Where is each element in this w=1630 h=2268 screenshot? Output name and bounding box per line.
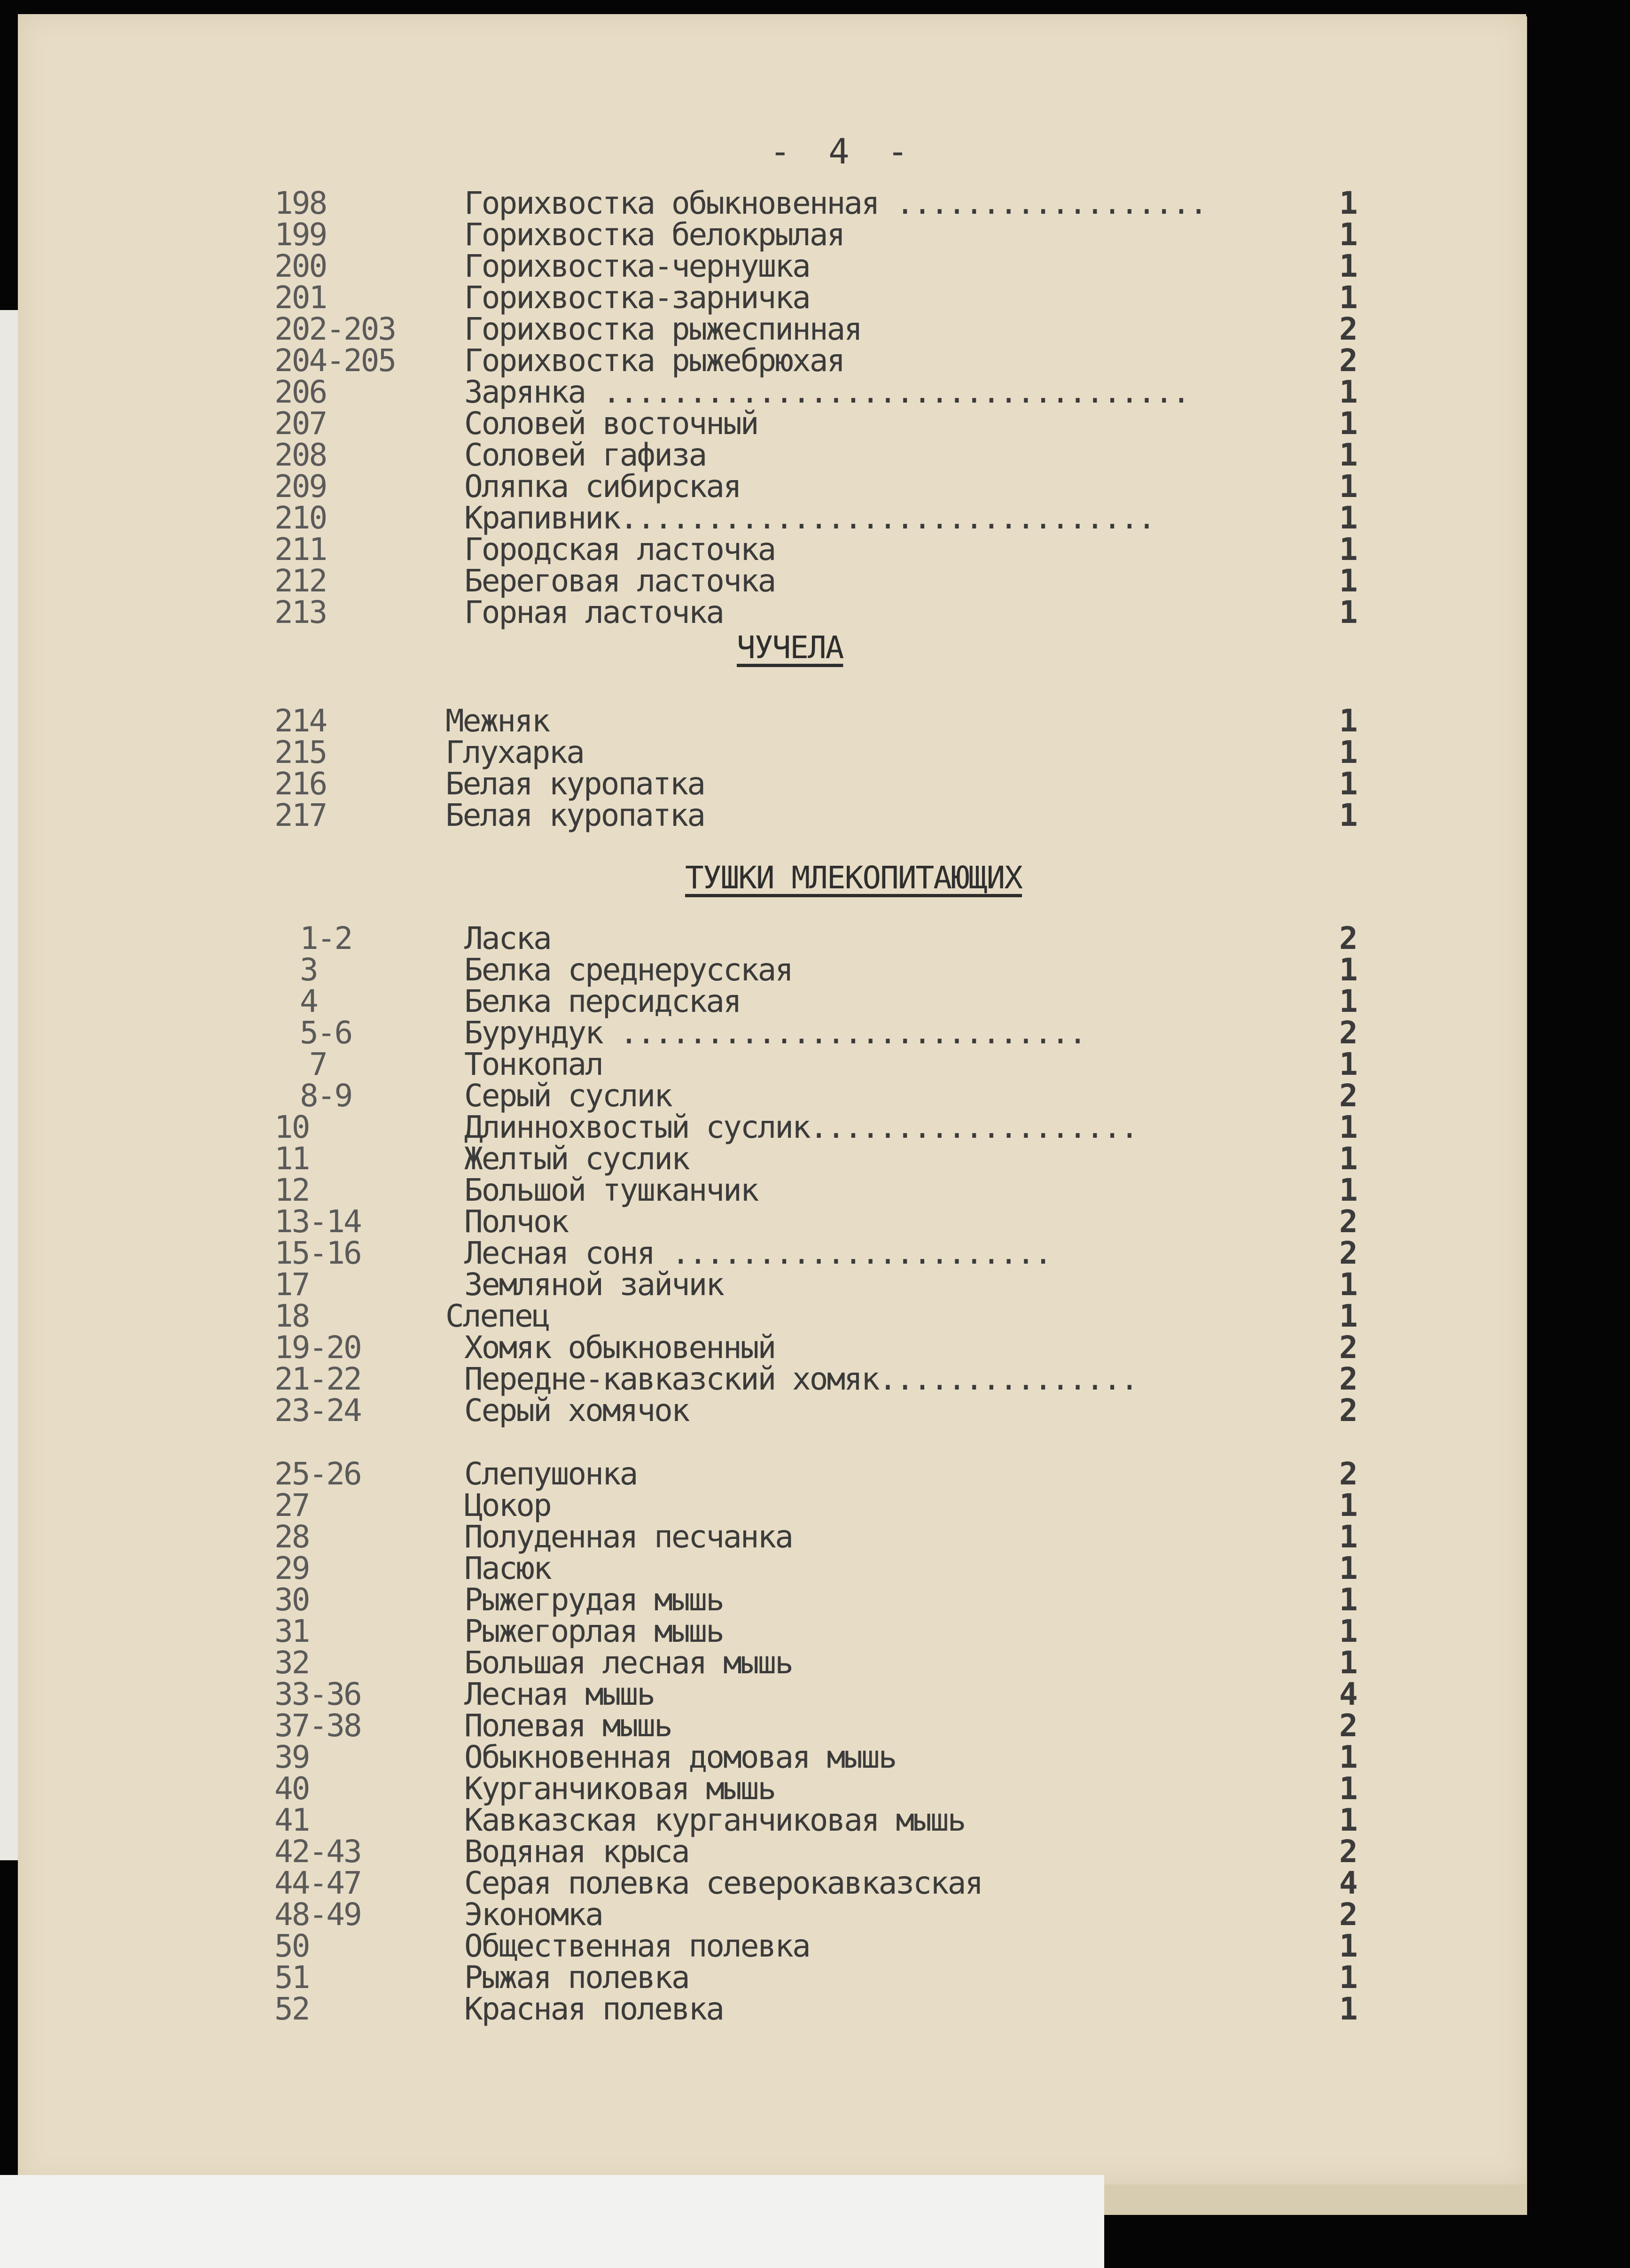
item-name: Горная ласточка bbox=[464, 594, 724, 630]
item-quantity: 1 bbox=[1339, 1141, 1358, 1177]
item-number: 37-38 bbox=[274, 1708, 361, 1744]
item-quantity: 1 bbox=[1339, 1172, 1358, 1208]
item-number: 42-43 bbox=[274, 1833, 361, 1870]
item-quantity: 1 bbox=[1339, 1298, 1358, 1334]
item-quantity: 1 bbox=[1339, 531, 1358, 567]
list-item bbox=[18, 797, 1526, 833]
item-name: Водяная крыса bbox=[464, 1833, 689, 1870]
item-number: 202-203 bbox=[274, 311, 396, 347]
item-quantity: 1 bbox=[1339, 500, 1358, 536]
item-name: Слепец bbox=[445, 1298, 549, 1334]
item-quantity: 2 bbox=[1339, 1833, 1358, 1870]
item-number: 7 bbox=[309, 1046, 327, 1082]
item-quantity: 1 bbox=[1339, 468, 1358, 505]
list-item bbox=[18, 703, 1526, 739]
item-quantity: 1 bbox=[1339, 1802, 1358, 1838]
item-number: 23-24 bbox=[274, 1392, 361, 1429]
item-number: 17 bbox=[274, 1266, 309, 1303]
item-quantity: 1 bbox=[1339, 1613, 1358, 1649]
item-number: 40 bbox=[274, 1771, 309, 1807]
item-number: 213 bbox=[274, 594, 327, 630]
item-number: 28 bbox=[274, 1519, 309, 1555]
item-number: 8-9 bbox=[300, 1078, 352, 1114]
list-item bbox=[18, 1329, 1526, 1366]
item-quantity: 1 bbox=[1339, 185, 1358, 221]
item-quantity: 1 bbox=[1339, 766, 1358, 802]
item-name: Земляной зайчик bbox=[464, 1266, 724, 1303]
item-name: Горихвостка белокрылая bbox=[464, 217, 844, 253]
list-item bbox=[18, 920, 1526, 956]
list-item bbox=[18, 1456, 1526, 1492]
list-item bbox=[18, 1392, 1526, 1429]
item-name: Береговая ласточка bbox=[464, 563, 775, 599]
item-name: Горихвостка обыкновенная .................. bbox=[464, 185, 1207, 221]
list-item bbox=[18, 563, 1526, 599]
item-quantity: 1 bbox=[1339, 1487, 1358, 1523]
item-name: Горихвостка рыжеспинная bbox=[464, 311, 861, 347]
item-name: Горихвостка-чернушка bbox=[464, 248, 810, 284]
item-number: 39 bbox=[274, 1739, 309, 1775]
item-quantity: 2 bbox=[1339, 1708, 1358, 1744]
list-item bbox=[18, 1361, 1526, 1397]
item-quantity: 1 bbox=[1339, 1928, 1358, 1964]
item-name: Горихвостка рыжебрюхая bbox=[464, 342, 844, 379]
list-item bbox=[18, 1235, 1526, 1271]
left-paper-edge bbox=[0, 310, 18, 1860]
item-name: Полевая мышь bbox=[464, 1708, 671, 1744]
list-item bbox=[18, 1266, 1526, 1303]
item-quantity: 2 bbox=[1339, 1456, 1358, 1492]
item-name: Соловей восточный bbox=[464, 405, 758, 442]
item-name: Крапивник............................... bbox=[464, 500, 1155, 536]
item-quantity: 1 bbox=[1339, 1739, 1358, 1775]
item-name: Межняк bbox=[445, 703, 549, 739]
list-item bbox=[18, 1771, 1526, 1807]
item-quantity: 1 bbox=[1339, 437, 1358, 473]
item-quantity: 1 bbox=[1339, 248, 1358, 284]
list-item bbox=[18, 1708, 1526, 1744]
list-item bbox=[18, 1046, 1526, 1082]
page-number: - 4 - bbox=[770, 132, 917, 172]
list-item bbox=[18, 1959, 1526, 1996]
item-quantity: 1 bbox=[1339, 280, 1358, 316]
item-number: 1-2 bbox=[300, 920, 352, 956]
item-number: 27 bbox=[274, 1487, 309, 1523]
item-name: Передне-кавказский хомяк............... bbox=[464, 1361, 1138, 1397]
section-title-stuffed: ЧУЧЕЛА bbox=[737, 629, 843, 666]
item-name: Общественная полевка bbox=[464, 1928, 810, 1964]
item-name: Большой тушканчик bbox=[464, 1172, 758, 1208]
item-number: 200 bbox=[274, 248, 327, 284]
item-number: 31 bbox=[274, 1613, 309, 1649]
item-quantity: 1 bbox=[1339, 1109, 1358, 1145]
item-quantity: 1 bbox=[1339, 374, 1358, 410]
list-item bbox=[18, 1896, 1526, 1933]
item-name: Экономка bbox=[464, 1896, 602, 1933]
item-quantity: 1 bbox=[1339, 1645, 1358, 1681]
item-number: 29 bbox=[274, 1550, 309, 1586]
item-number: 33-36 bbox=[274, 1676, 361, 1712]
item-name: Белая куропатка bbox=[445, 766, 705, 802]
item-number: 206 bbox=[274, 374, 327, 410]
item-number: 3 bbox=[300, 952, 317, 988]
list-item bbox=[18, 1109, 1526, 1145]
item-name: Горихвостка-зарничка bbox=[464, 280, 810, 316]
bottom-paper-edge bbox=[0, 2175, 1104, 2268]
section-title-mammals: ТУШКИ МЛЕКОПИТАЮЩИХ bbox=[685, 860, 1022, 896]
item-number: 199 bbox=[274, 217, 327, 253]
item-name: Тонкопал bbox=[464, 1046, 602, 1082]
item-number: 212 bbox=[274, 563, 327, 599]
list-item bbox=[18, 1017, 1526, 1049]
item-quantity: 2 bbox=[1339, 1896, 1358, 1933]
list-item bbox=[18, 1204, 1526, 1240]
list-item bbox=[18, 1739, 1526, 1775]
item-name: Большая лесная мышь bbox=[464, 1645, 792, 1681]
item-name: Белая куропатка bbox=[445, 797, 705, 833]
item-quantity: 1 bbox=[1339, 1550, 1358, 1586]
list-item bbox=[18, 1928, 1526, 1964]
item-number: 210 bbox=[274, 500, 327, 536]
item-number: 44-47 bbox=[274, 1865, 361, 1901]
item-name: Пасюк bbox=[464, 1550, 551, 1586]
item-quantity: 1 bbox=[1339, 217, 1358, 253]
item-number: 217 bbox=[274, 797, 327, 833]
item-number: 19-20 bbox=[274, 1329, 361, 1366]
item-number: 201 bbox=[274, 280, 327, 316]
item-number: 48-49 bbox=[274, 1896, 361, 1933]
item-number: 41 bbox=[274, 1802, 309, 1838]
item-name: Рыжегрудая мышь bbox=[464, 1582, 724, 1618]
item-quantity: 2 bbox=[1339, 1204, 1358, 1240]
list-item bbox=[18, 1676, 1526, 1712]
list-item bbox=[18, 1613, 1526, 1649]
list-item bbox=[18, 374, 1526, 410]
list-item bbox=[18, 983, 1526, 1019]
list-item bbox=[18, 500, 1526, 536]
item-name: Лесная соня ...................... bbox=[464, 1235, 1052, 1271]
item-quantity: 1 bbox=[1339, 405, 1358, 442]
item-number: 30 bbox=[274, 1582, 309, 1618]
list-item bbox=[18, 1078, 1526, 1114]
item-number: 50 bbox=[274, 1928, 309, 1964]
item-name: Лесная мышь bbox=[464, 1676, 655, 1712]
item-quantity: 2 bbox=[1339, 1329, 1358, 1366]
item-quantity: 4 bbox=[1339, 1676, 1358, 1712]
list-item bbox=[18, 1645, 1526, 1681]
item-name: Хомяк обыкновенный bbox=[464, 1329, 775, 1366]
item-number: 10 bbox=[274, 1109, 309, 1145]
item-quantity: 1 bbox=[1339, 983, 1358, 1019]
list-item bbox=[18, 1298, 1526, 1334]
item-name: Оляпка сибирская bbox=[464, 468, 741, 505]
item-name: Рыжегорлая мышь bbox=[464, 1613, 724, 1649]
list-item bbox=[18, 1519, 1526, 1555]
item-quantity: 2 bbox=[1339, 311, 1358, 347]
item-number: 207 bbox=[274, 405, 327, 442]
document-page bbox=[18, 14, 1526, 2184]
item-quantity: 1 bbox=[1339, 703, 1358, 739]
item-number: 209 bbox=[274, 468, 327, 505]
item-number: 208 bbox=[274, 437, 327, 473]
item-number: 214 bbox=[274, 703, 327, 739]
item-name: Курганчиковая мышь bbox=[464, 1771, 775, 1807]
item-quantity: 2 bbox=[1339, 1015, 1358, 1051]
item-quantity: 1 bbox=[1339, 563, 1358, 599]
item-number: 4 bbox=[300, 983, 317, 1019]
list-item bbox=[18, 952, 1526, 988]
item-number: 198 bbox=[274, 185, 327, 221]
list-item bbox=[18, 1802, 1526, 1838]
item-number: 25-26 bbox=[274, 1456, 361, 1492]
item-number: 13-14 bbox=[274, 1204, 361, 1240]
list-item bbox=[18, 437, 1526, 473]
item-name: Красная полевка bbox=[464, 1991, 724, 2027]
item-name: Соловей гафиза bbox=[464, 437, 706, 473]
item-name: Цокор bbox=[464, 1487, 551, 1523]
list-item bbox=[18, 342, 1526, 379]
item-name: Серый суслик bbox=[464, 1078, 671, 1114]
item-number: 15-16 bbox=[274, 1235, 361, 1271]
item-quantity: 1 bbox=[1339, 952, 1358, 988]
item-number: 211 bbox=[274, 531, 327, 567]
item-number: 51 bbox=[274, 1959, 309, 1996]
list-item bbox=[18, 405, 1526, 442]
item-quantity: 1 bbox=[1339, 734, 1358, 770]
item-name: Желтый суслик bbox=[464, 1141, 689, 1177]
item-name: Полчок bbox=[464, 1204, 568, 1240]
item-name: Глухарка bbox=[445, 734, 584, 770]
item-quantity: 1 bbox=[1339, 1582, 1358, 1618]
list-item bbox=[18, 1833, 1526, 1870]
item-number: 52 bbox=[274, 1991, 309, 2027]
list-item bbox=[18, 185, 1526, 221]
item-quantity: 2 bbox=[1339, 920, 1358, 956]
item-name: Длиннохвостый суслик................... bbox=[464, 1109, 1138, 1145]
item-name: Слепушонка bbox=[464, 1456, 637, 1492]
item-name: Рыжая полевка bbox=[464, 1959, 689, 1996]
item-quantity: 1 bbox=[1339, 1991, 1358, 2027]
list-item bbox=[18, 1865, 1526, 1901]
list-item bbox=[18, 1550, 1526, 1586]
item-quantity: 1 bbox=[1339, 1266, 1358, 1303]
list-item bbox=[18, 1584, 1526, 1616]
item-name: Полуденная песчанка bbox=[464, 1519, 792, 1555]
item-number: 18 bbox=[274, 1298, 309, 1334]
list-item bbox=[18, 734, 1526, 770]
item-number: 204-205 bbox=[274, 342, 396, 379]
list-item bbox=[18, 1141, 1526, 1177]
item-name: Бурундук ........................... bbox=[464, 1015, 1086, 1051]
item-quantity: 1 bbox=[1339, 1519, 1358, 1555]
item-name: Белка персидская bbox=[464, 983, 741, 1019]
item-number: 32 bbox=[274, 1645, 309, 1681]
list-item bbox=[18, 1991, 1526, 2027]
item-quantity: 2 bbox=[1339, 1235, 1358, 1271]
list-item bbox=[18, 766, 1526, 802]
list-item bbox=[18, 1487, 1526, 1523]
item-quantity: 1 bbox=[1339, 1046, 1358, 1082]
list-item bbox=[18, 280, 1526, 316]
list-item bbox=[18, 594, 1526, 630]
item-quantity: 1 bbox=[1339, 1771, 1358, 1807]
list-item bbox=[18, 1172, 1526, 1208]
item-name: Кавказская курганчиковая мышь bbox=[464, 1802, 965, 1838]
list-item bbox=[18, 217, 1526, 253]
item-quantity: 1 bbox=[1339, 594, 1358, 630]
list-item bbox=[18, 248, 1526, 284]
item-number: 21-22 bbox=[274, 1361, 361, 1397]
item-quantity: 2 bbox=[1339, 1361, 1358, 1397]
list-item bbox=[18, 468, 1526, 505]
item-number: 5-6 bbox=[300, 1015, 352, 1051]
item-quantity: 1 bbox=[1339, 1959, 1358, 1996]
item-name: Городская ласточка bbox=[464, 531, 775, 567]
list-item bbox=[18, 531, 1526, 567]
item-name: Обыкновенная домовая мышь bbox=[464, 1739, 896, 1775]
item-number: 12 bbox=[274, 1172, 309, 1208]
item-number: 11 bbox=[274, 1141, 309, 1177]
list-item bbox=[18, 311, 1526, 347]
item-quantity: 2 bbox=[1339, 1392, 1358, 1429]
item-name: Серая полевка северокавказская bbox=[464, 1865, 983, 1901]
item-quantity: 1 bbox=[1339, 797, 1358, 833]
item-quantity: 2 bbox=[1339, 1078, 1358, 1114]
item-name: Ласка bbox=[464, 920, 551, 956]
item-number: 215 bbox=[274, 734, 327, 770]
item-quantity: 2 bbox=[1339, 342, 1358, 379]
item-quantity: 4 bbox=[1339, 1865, 1358, 1901]
item-name: Зарянка .................................. bbox=[464, 374, 1189, 410]
item-name: Серый хомячок bbox=[464, 1392, 689, 1429]
item-name: Белка среднерусская bbox=[464, 952, 792, 988]
item-number: 216 bbox=[274, 766, 327, 802]
